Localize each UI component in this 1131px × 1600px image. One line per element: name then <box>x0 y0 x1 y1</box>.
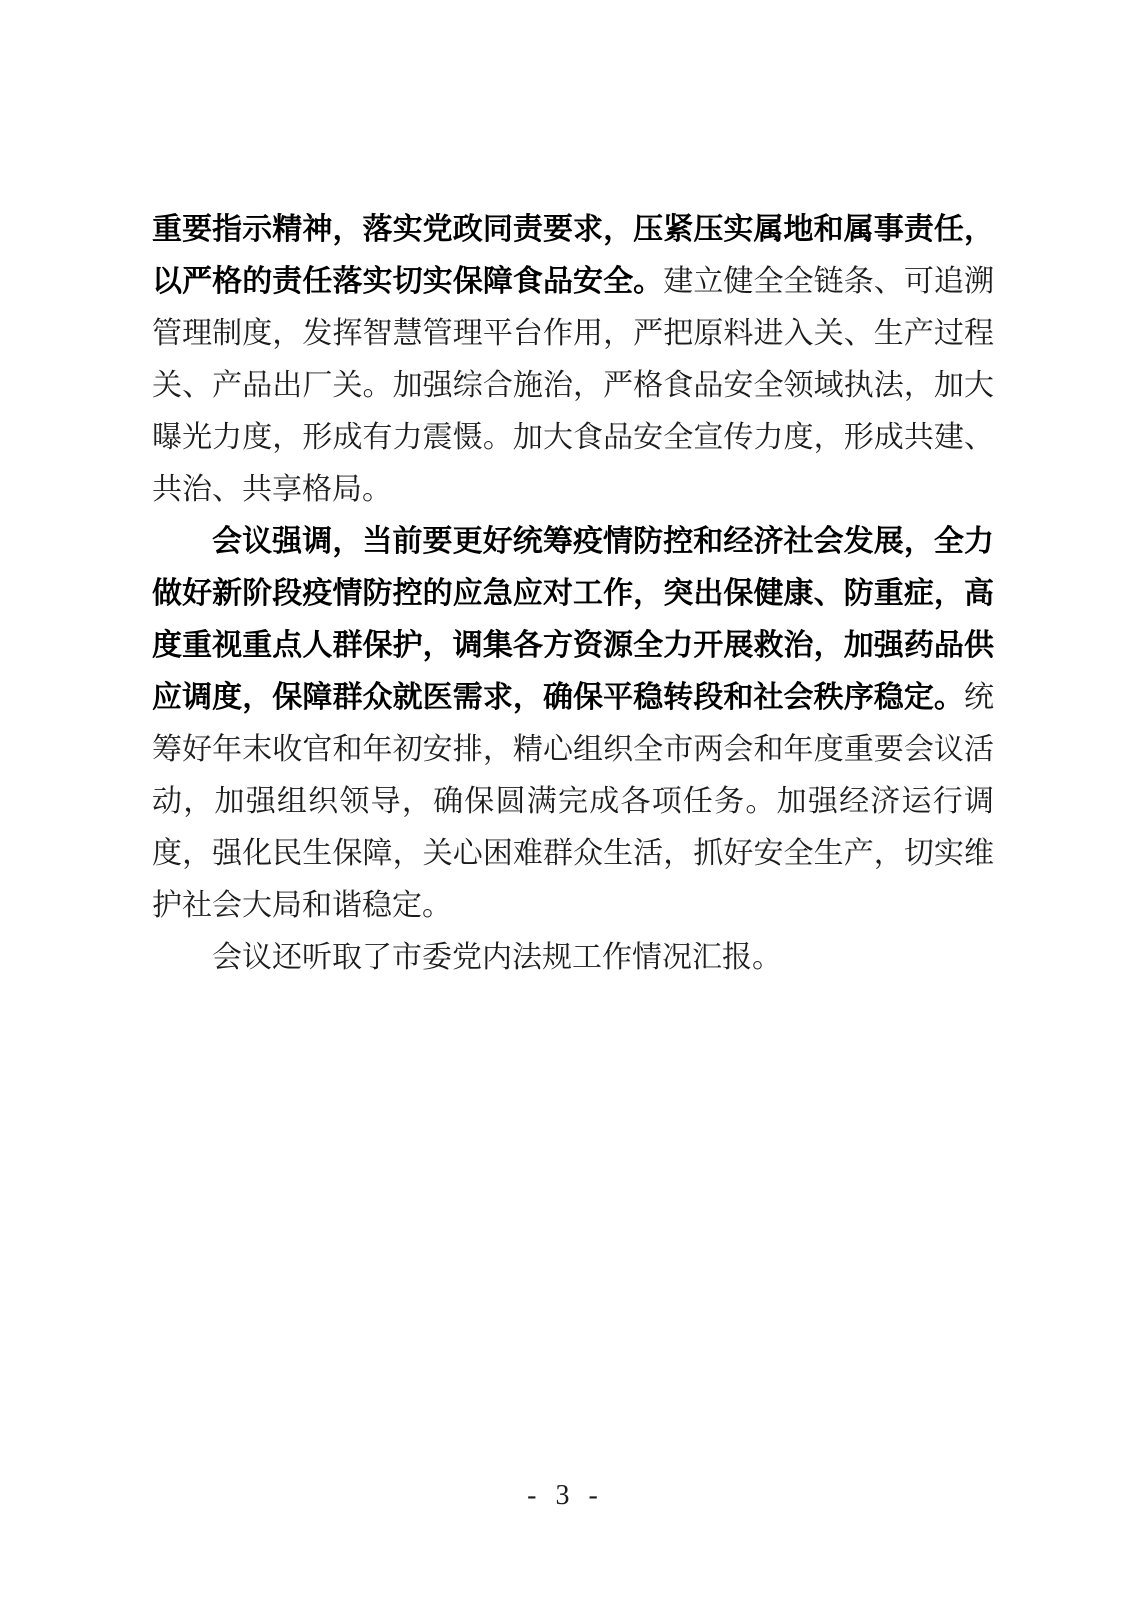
text-run: 建立健全全链条、可追溯管理制度，发挥智慧管理平台作用，严把原料进入关、生产过程关、产品出厂关。加强综合施治，严格食品安全领域执法，加大曝光力度，形成有力震慑。加大食品安全宣传力度，形成共建、共治、共享格局。 <box>152 265 995 506</box>
page-number: - 3 - <box>527 1480 604 1511</box>
paragraph <box>152 204 994 516</box>
paragraph <box>152 516 994 932</box>
paragraph <box>152 932 994 984</box>
emphasized-text-run: 会议强调，当前要更好统筹疫情防控和经济社会发展，全力做好新阶段疫情防控的应急应对工作，突出保健康、防重症，高度重视重点人群保护，调集各方资源全力开展救治，加强药品供应调度，保障群众就医需求，确保平稳转段和社会秩序稳定。 <box>152 524 994 715</box>
emphasized-text-run: 重要指示精神，落实党政同责要求，压紧压实属地和属事责任，以严格的责任落实切实保障食品安全。 <box>152 212 994 299</box>
text-run: 会议还听取了市委党内法规工作情况汇报。 <box>212 941 782 974</box>
document-body <box>152 204 994 984</box>
text-run: 统筹好年末收官和年初安排，精心组织全市两会和年度重要会议活动，加强组织领导，确保圆满完成各项任务。加强经济运行调度，强化民生保障，关心困难群众生活，抓好安全生产，切实维护社会大局和谐稳定。 <box>152 681 994 922</box>
